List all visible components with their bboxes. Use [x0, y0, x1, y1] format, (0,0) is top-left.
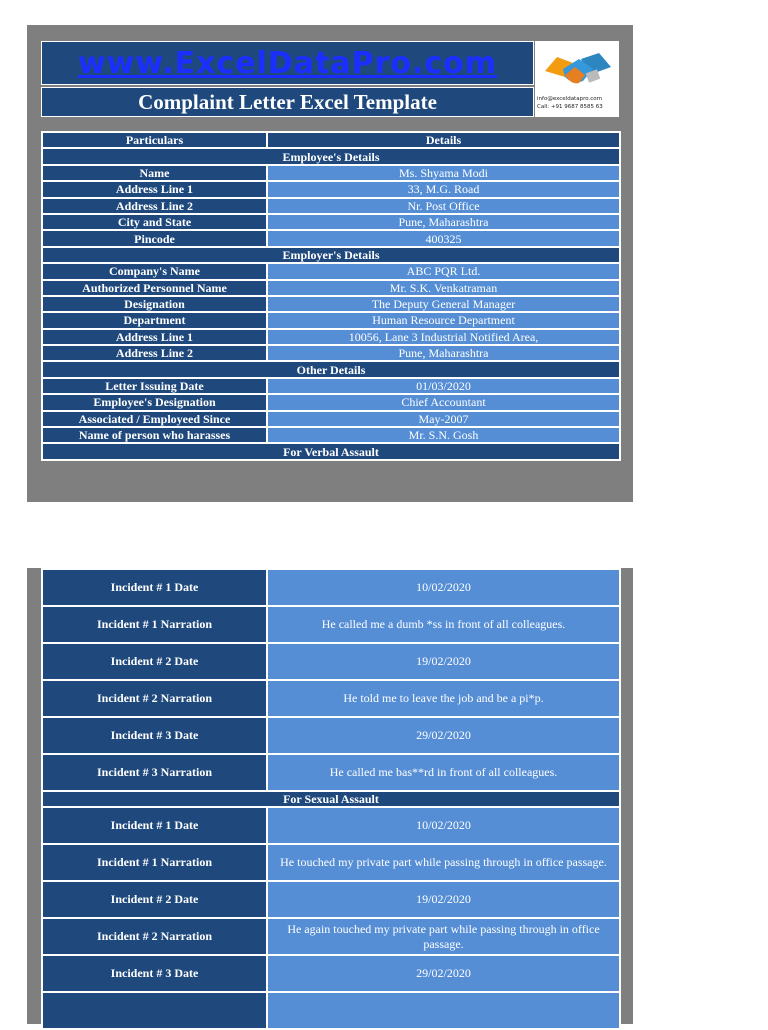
row-label: Incident # 3 Date: [42, 955, 267, 992]
row-label: Authorized Personnel Name: [42, 280, 267, 296]
table-row: [42, 394, 620, 410]
row-value[interactable]: He touched my private part while passing through in office passage.: [267, 844, 620, 881]
table-row: [42, 881, 620, 918]
row-value[interactable]: Chief Accountant: [267, 394, 620, 410]
table-row: [42, 754, 620, 791]
row-value[interactable]: 19/02/2020: [267, 881, 620, 918]
table-row: [42, 427, 620, 443]
row-value[interactable]: May-2007: [267, 411, 620, 427]
section-row-employee: [42, 148, 620, 164]
row-value[interactable]: Nr. Post Office: [267, 198, 620, 214]
row-value[interactable]: Pune, Maharashtra: [267, 214, 620, 230]
row-label: Incident # 1 Narration: [42, 844, 267, 881]
row-value[interactable]: He called me bas**rd in front of all colleagues.: [267, 754, 620, 791]
table-row: [42, 263, 620, 279]
table-row: [42, 345, 620, 361]
row-label: Address Line 2: [42, 345, 267, 361]
section-row-verbal: [42, 443, 620, 459]
table-row: [42, 378, 620, 394]
row-value[interactable]: He again touched my private part while passing through in office passage.: [267, 918, 620, 955]
section-title: Employee's Details: [42, 148, 620, 164]
table-row: [42, 296, 620, 312]
row-label: Address Line 1: [42, 181, 267, 197]
table-row: [42, 606, 620, 643]
table-row: [42, 844, 620, 881]
row-label: Address Line 1: [42, 329, 267, 345]
row-label: Company's Name: [42, 263, 267, 279]
table-row: [42, 198, 620, 214]
table-row: [42, 992, 620, 1029]
row-value[interactable]: 29/02/2020: [267, 955, 620, 992]
row-label: Incident # 3 Narration: [42, 754, 267, 791]
row-label: Designation: [42, 296, 267, 312]
table-row: [42, 569, 620, 606]
sheet-page-1: [27, 25, 633, 502]
contact-email: info@exceldatapro.com: [537, 96, 602, 102]
table-row: [42, 230, 620, 246]
contact-info: [537, 95, 617, 111]
row-value[interactable]: Ms. Shyama Modi: [267, 165, 620, 181]
details-table: [41, 131, 621, 461]
table-row: [42, 280, 620, 296]
table-row: [42, 680, 620, 717]
row-label: Incident # 1 Date: [42, 569, 267, 606]
section-row-sexual: [42, 791, 620, 807]
table-row: [42, 918, 620, 955]
template-header: [41, 41, 619, 117]
row-label: Incident # 3 Date: [42, 717, 267, 754]
row-value[interactable]: 10/02/2020: [267, 807, 620, 844]
row-value[interactable]: 400325: [267, 230, 620, 246]
company-logo: [535, 41, 619, 117]
table-row: [42, 955, 620, 992]
table-row: [42, 312, 620, 328]
table-row: [42, 329, 620, 345]
table-row: [42, 214, 620, 230]
title-banner: [41, 87, 534, 117]
row-label: Address Line 2: [42, 198, 267, 214]
row-value[interactable]: 01/03/2020: [267, 378, 620, 394]
row-value[interactable]: He called me a dumb *ss in front of all colleagues.: [267, 606, 620, 643]
row-value[interactable]: Mr. S.N. Gosh: [267, 427, 620, 443]
row-value[interactable]: Human Resource Department: [267, 312, 620, 328]
table-row: [42, 643, 620, 680]
section-title: For Verbal Assault: [42, 443, 620, 459]
row-label: Letter Issuing Date: [42, 378, 267, 394]
handshake-logo-icon: [543, 45, 613, 93]
website-link[interactable]: www.ExcelDataPro.com: [77, 46, 498, 81]
table-row: [42, 165, 620, 181]
section-row-other: [42, 361, 620, 377]
row-value[interactable]: Mr. S.K. Venkatraman: [267, 280, 620, 296]
row-value[interactable]: 10056, Lane 3 Industrial Notified Area,: [267, 329, 620, 345]
section-title: Employer's Details: [42, 247, 620, 263]
row-label: Department: [42, 312, 267, 328]
table-header-row: [42, 132, 620, 148]
row-label: Incident # 2 Date: [42, 881, 267, 918]
row-value[interactable]: He told me to leave the job and be a pi*p.: [267, 680, 620, 717]
table-row: [42, 807, 620, 844]
table-row: [42, 411, 620, 427]
website-banner: [41, 41, 534, 85]
table-row: [42, 181, 620, 197]
row-value[interactable]: [267, 992, 620, 1029]
contact-phone: Call: +91 9687 8585 63: [537, 104, 603, 110]
row-label: City and State: [42, 214, 267, 230]
table-row: [42, 717, 620, 754]
row-value[interactable]: ABC PQR Ltd.: [267, 263, 620, 279]
row-label: Name of person who harasses: [42, 427, 267, 443]
incidents-table: [41, 568, 621, 1030]
row-label: Incident # 1 Narration: [42, 606, 267, 643]
section-title: For Sexual Assault: [42, 791, 620, 807]
row-label: Associated / Employeed Since: [42, 411, 267, 427]
row-label: Incident # 2 Date: [42, 643, 267, 680]
column-header-particulars: Particulars: [42, 132, 267, 148]
row-label: Employee's Designation: [42, 394, 267, 410]
row-value[interactable]: 33, M.G. Road: [267, 181, 620, 197]
row-label: Incident # 1 Date: [42, 807, 267, 844]
row-value[interactable]: The Deputy General Manager: [267, 296, 620, 312]
column-header-details: Details: [267, 132, 620, 148]
row-value[interactable]: 10/02/2020: [267, 569, 620, 606]
row-label: Name: [42, 165, 267, 181]
row-value[interactable]: 29/02/2020: [267, 717, 620, 754]
row-value[interactable]: Pune, Maharashtra: [267, 345, 620, 361]
section-row-employer: [42, 247, 620, 263]
section-title: Other Details: [42, 361, 620, 377]
row-value[interactable]: 19/02/2020: [267, 643, 620, 680]
row-label: Pincode: [42, 230, 267, 246]
page-title: Complaint Letter Excel Template: [138, 90, 437, 114]
row-label: Incident # 2 Narration: [42, 680, 267, 717]
row-label: Incident # 2 Narration: [42, 918, 267, 955]
row-label: [42, 992, 267, 1029]
sheet-page-2: [27, 568, 633, 1024]
